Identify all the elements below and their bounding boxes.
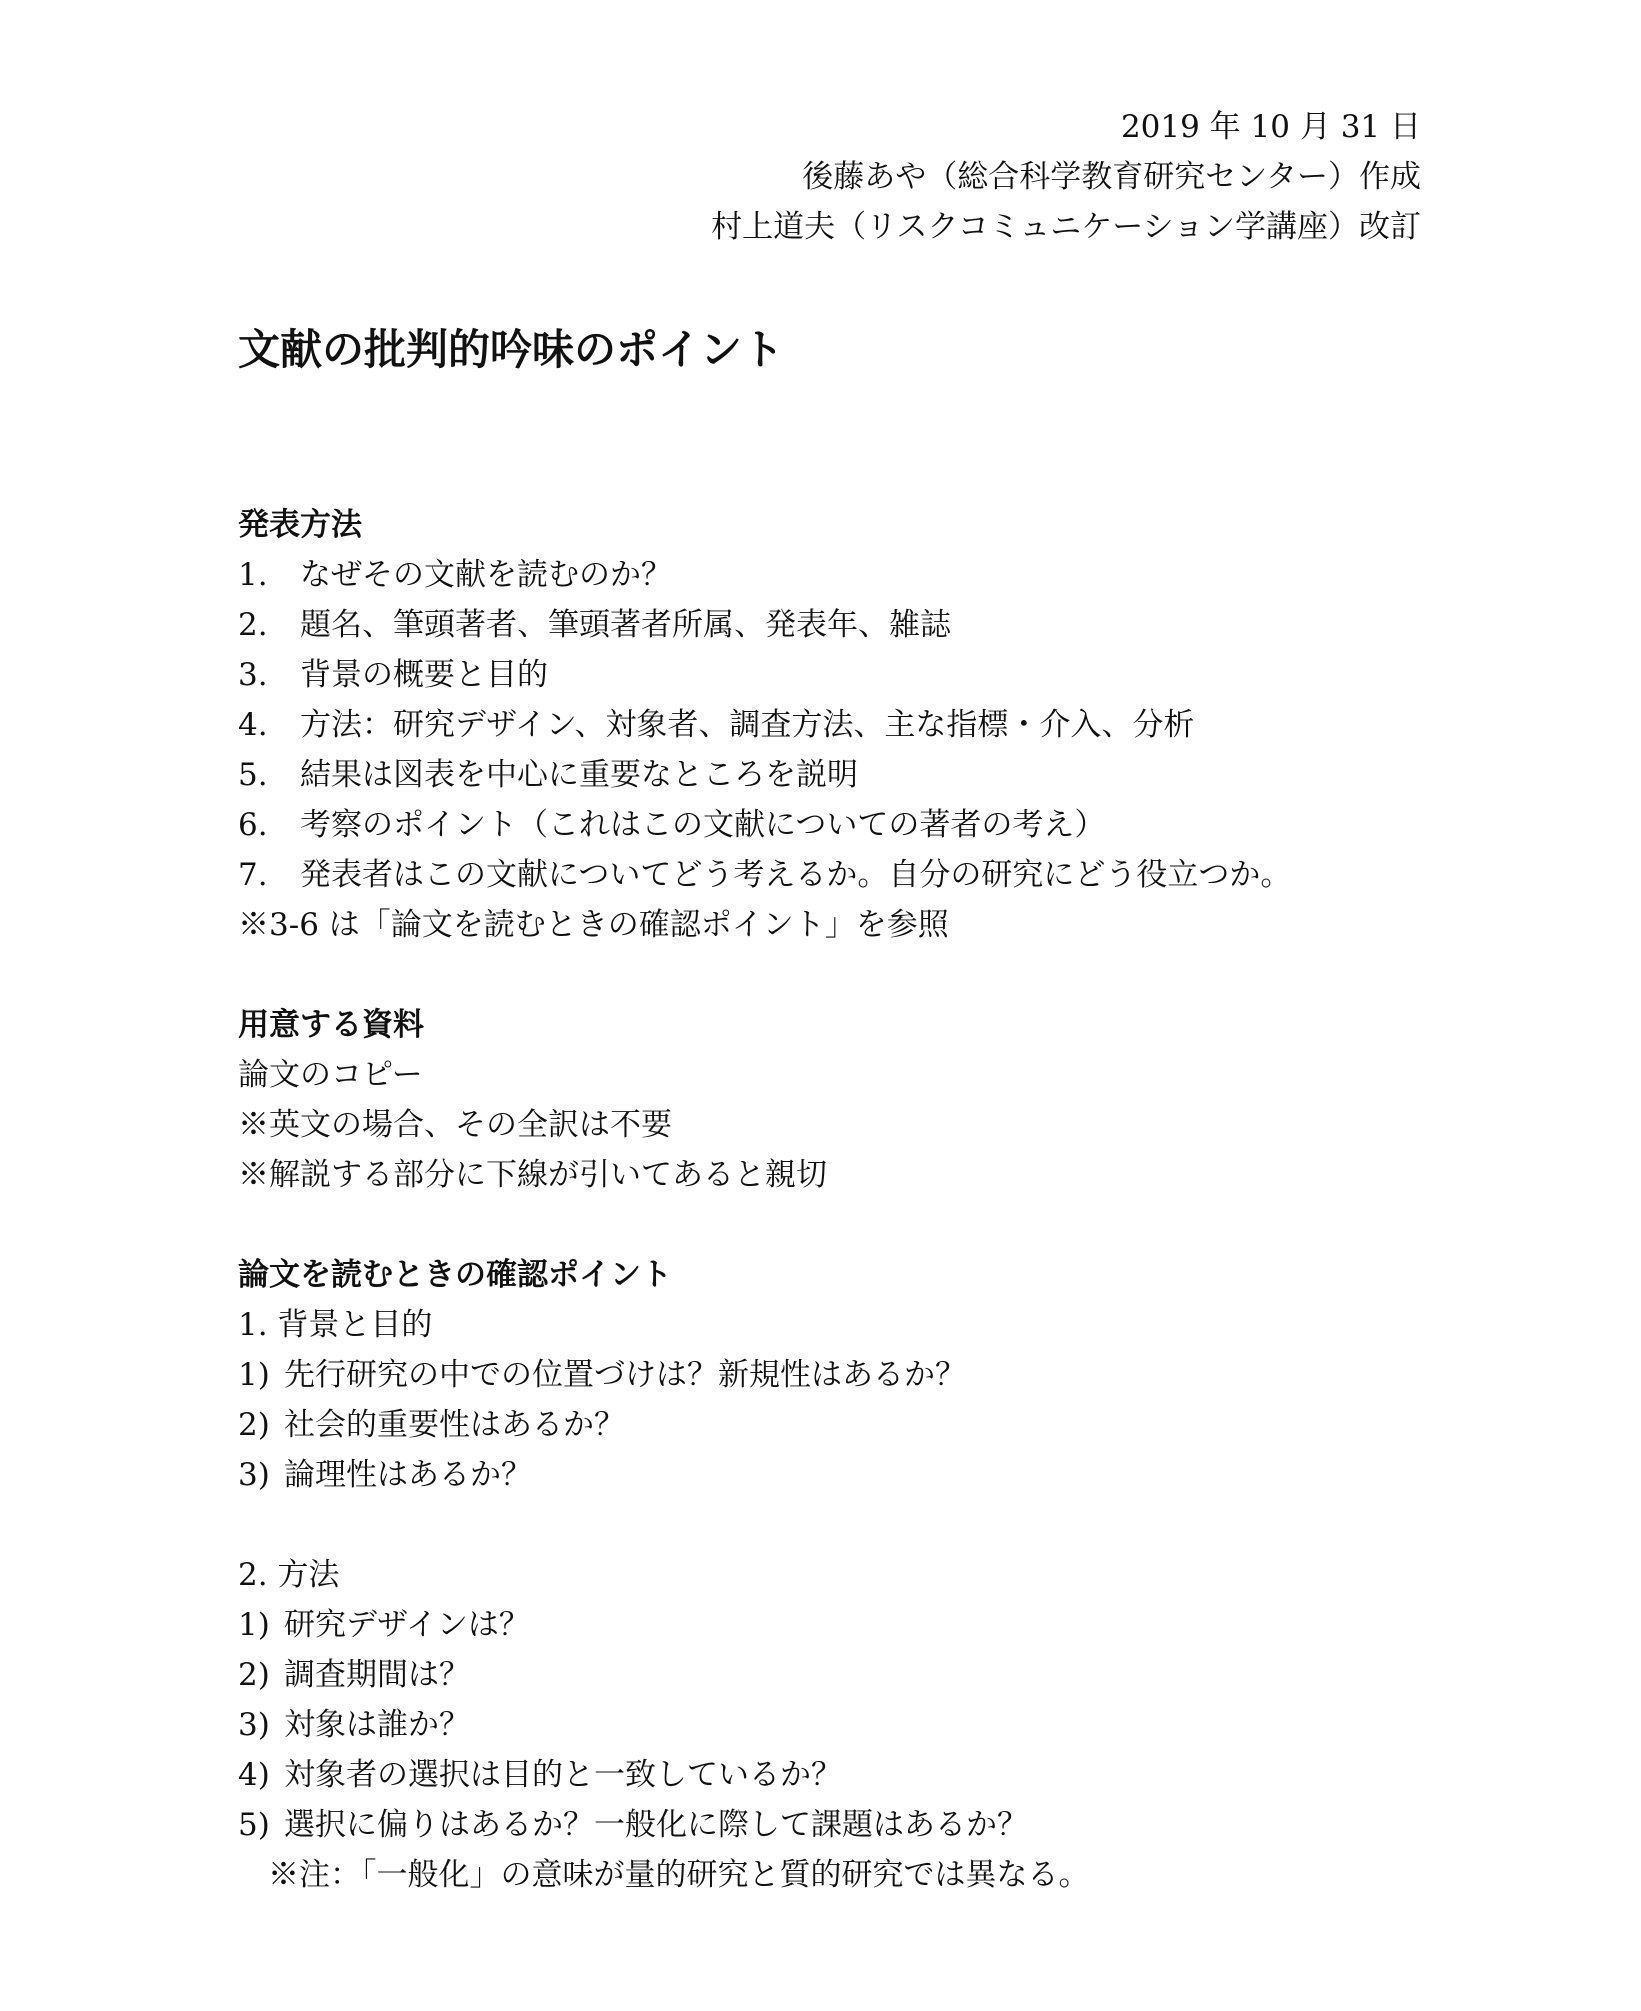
item-number: 2): [238, 1657, 270, 1693]
item-text: 対象者の選択は目的と一致しているか？: [284, 1757, 842, 1793]
item-number: 3.: [238, 657, 268, 693]
item-number: 5): [238, 1807, 270, 1843]
item-text: 選択に偏りはあるか？一般化に際して課題はあるか？: [284, 1807, 1028, 1843]
subsection-title-background: 1. 背景と目的: [238, 1307, 433, 1343]
item-number: 7.: [238, 857, 268, 893]
document-header: [711, 102, 1421, 252]
item-number: 2): [238, 1407, 270, 1443]
list-item: [238, 1350, 1090, 1400]
list-item: [238, 1750, 1090, 1800]
item-number: 1): [238, 1607, 270, 1643]
item-number: 1): [238, 1357, 270, 1393]
materials-section: [238, 1000, 827, 1200]
materials-line: ※英文の場合、その全訳は不要: [238, 1107, 672, 1143]
list-item: [238, 1650, 1090, 1700]
list-item: [238, 1800, 1090, 1850]
materials-line: 論文のコピー: [238, 1057, 423, 1093]
item-number: 2.: [238, 607, 268, 643]
item-text: 論理性はあるか？: [284, 1457, 532, 1493]
reviser-line: 村上道夫（リスクコミュニケーション学講座）改訂: [711, 209, 1421, 245]
item-text: 方法：研究デザイン、対象者、調査方法、主な指標・介入、分析: [300, 707, 1195, 743]
item-number: 6.: [238, 807, 268, 843]
section-heading-materials: 用意する資料: [238, 1007, 424, 1043]
author-line: 後藤あや（総合科学教育研究センター）作成: [802, 159, 1421, 195]
item-number: 3): [238, 1707, 270, 1743]
item-text: 考察のポイント（これはこの文献についての著者の考え）: [300, 807, 1106, 843]
item-text: 研究デザインは？: [284, 1607, 530, 1643]
item-text: なぜその文献を読むのか？: [300, 557, 672, 593]
list-item: [238, 600, 1291, 650]
methods-note: ※注：「一般化」の意味が量的研究と質的研究では異なる。: [268, 1857, 1090, 1893]
presentation-section: [238, 500, 1291, 950]
section-heading-checkpoints: 論文を読むときの確認ポイント: [238, 1257, 672, 1293]
item-number: 5.: [238, 757, 268, 793]
item-text: 題名、筆頭著者、筆頭著者所属、発表年、雑誌: [300, 607, 951, 643]
list-item: [238, 800, 1291, 850]
list-item: [238, 1400, 1090, 1450]
item-number: 4.: [238, 707, 268, 743]
item-text: 対象は誰か？: [284, 1707, 470, 1743]
list-item: [238, 850, 1291, 900]
list-item: [238, 750, 1291, 800]
list-item: [238, 700, 1291, 750]
item-text: 先行研究の中での位置づけは？新規性はあるか？: [284, 1357, 966, 1393]
document-title: 文献の批判的吟味のポイント: [238, 325, 785, 374]
materials-line: ※解説する部分に下線が引いてあると親切: [238, 1157, 827, 1193]
section-heading-presentation: 発表方法: [238, 507, 362, 543]
list-item: [238, 1450, 1090, 1500]
list-item: [238, 550, 1291, 600]
item-text: 社会的重要性はあるか？: [284, 1407, 625, 1443]
item-text: 発表者はこの文献についてどう考えるか。自分の研究にどう役立つか。: [300, 857, 1292, 893]
presentation-note: ※3-6 は「論文を読むときの確認ポイント」を参照: [238, 907, 949, 943]
item-number: 1.: [238, 557, 268, 593]
spacer: [238, 1500, 1090, 1550]
list-item: [238, 1600, 1090, 1650]
item-text: 背景の概要と目的: [300, 657, 548, 693]
item-number: 3): [238, 1457, 270, 1493]
subsection-title-methods: 2. 方法: [238, 1557, 340, 1593]
item-text: 結果は図表を中心に重要なところを説明: [300, 757, 858, 793]
document-date: 2019 年 10 月 31 日: [1120, 109, 1421, 145]
item-number: 4): [238, 1757, 270, 1793]
checkpoints-section: [238, 1250, 1090, 1900]
item-text: 調査期間は？: [284, 1657, 470, 1693]
list-item: [238, 1700, 1090, 1750]
list-item: [238, 650, 1291, 700]
